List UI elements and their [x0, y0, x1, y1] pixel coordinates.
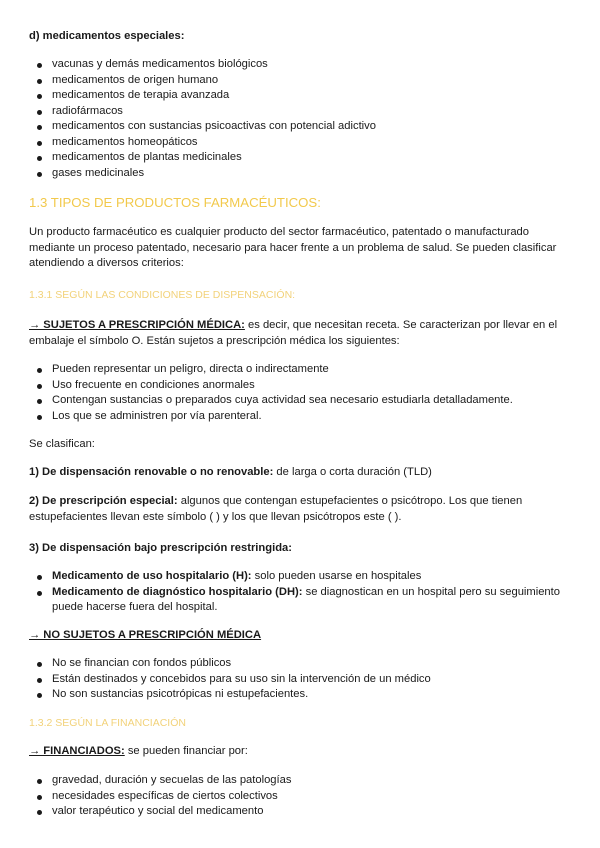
list-item: medicamentos de plantas medicinales — [29, 150, 574, 166]
list-item: medicamentos homeopáticos — [29, 135, 574, 151]
list-item: Contengan sustancias o preparados cuya actividad sea necesario estudiarla detalladamente. — [29, 393, 574, 409]
clase-3-list — [29, 569, 574, 616]
list-item: medicamentos con sustancias psicoactivas con potencial adictivo — [29, 119, 574, 135]
no-sujetos-list — [29, 656, 574, 703]
clase-1 — [29, 465, 574, 481]
se-clasifican: Se clasifican: — [29, 438, 95, 450]
list-item: No se financian con fondos públicos — [29, 656, 574, 672]
list-item: Están destinados y concebidos para su uso sin la intervención de un médico — [29, 672, 574, 688]
list-item: medicamentos de origen humano — [29, 73, 574, 89]
list-item: Medicamento de diagnóstico hospitalario (DH): se diagnostican en un hospital pero su seguimiento puede hacerse fuera del hospital. — [29, 585, 574, 616]
list-item: Uso frecuente en condiciones anormales — [29, 378, 574, 394]
list-item: gases medicinales — [29, 166, 574, 182]
financiados-list — [29, 773, 574, 820]
clase-2-label: 2) De prescripción especial: — [29, 495, 178, 507]
section-d-title: d) medicamentos especiales: — [29, 30, 185, 42]
no-sujetos-title: → NO SUJETOS A PRESCRIPCIÓN MÉDICA — [29, 629, 262, 641]
list-item: gravedad, duración y secuelas de las patologías — [29, 773, 574, 789]
list-item: Pueden representar un peligro, directa o indirectamente — [29, 362, 574, 378]
clase-2 — [29, 494, 574, 525]
clase-1-text: de larga o corta duración (TLD) — [273, 466, 432, 478]
heading-1-3-1: 1.3.1 SEGÚN LAS CONDICIONES DE DISPENSACIÓN: — [29, 289, 296, 301]
list-item: radiofármacos — [29, 104, 574, 120]
sujetos-text: es decir, que necesitan receta. Se caracterizan por llevar en el embalaje el símbolo O. Están sujetos a prescripción médica los siguientes: — [29, 319, 558, 347]
clase-3-title: 3) De dispensación bajo prescripción restringida: — [29, 542, 292, 554]
heading-1-3: 1.3 TIPOS DE PRODUCTOS FARMACÉUTICOS: — [29, 195, 321, 210]
list-item: vacunas y demás medicamentos biológicos — [29, 57, 574, 73]
clase-1-label: 1) De dispensación renovable o no renovable: — [29, 466, 274, 478]
clase-2-text: algunos que contengan estupefacientes o psicótropo. Los que tienen estupefacientes llevan este símbolo ( ) y los que llevan psicótropos este ( ). — [29, 495, 523, 523]
list-item: Los que se administren por vía parenteral. — [29, 409, 574, 425]
intro-paragraph: Un producto farmacéutico es cualquier producto del sector farmacéutico, patentado o manufacturado mediante un proceso patentado, necesario para hacer frente a un problema de salud. Se pueden clasificar atendiendo a diversos criterios: — [29, 226, 557, 269]
list-item: Medicamento de uso hospitalario (H): solo pueden usarse en hospitales — [29, 569, 574, 585]
financiados-text: se pueden financiar por: — [124, 745, 248, 757]
sujetos-paragraph — [29, 318, 574, 349]
sujetos-label: → SUJETOS A PRESCRIPCIÓN MÉDICA: — [29, 319, 245, 331]
list-item: necesidades específicas de ciertos colectivos — [29, 789, 574, 805]
heading-1-3-2: 1.3.2 SEGÚN LA FINANCIACIÓN — [29, 717, 186, 729]
financiados-label: → FINANCIADOS: — [29, 745, 125, 757]
list-item: No son sustancias psicotrópicas ni estupefacientes. — [29, 687, 574, 703]
special-medicines-list — [29, 57, 574, 181]
list-item: medicamentos de terapia avanzada — [29, 88, 574, 104]
financiados-paragraph — [29, 744, 574, 760]
sujetos-list — [29, 362, 574, 424]
list-item: valor terapéutico y social del medicamento — [29, 804, 574, 820]
